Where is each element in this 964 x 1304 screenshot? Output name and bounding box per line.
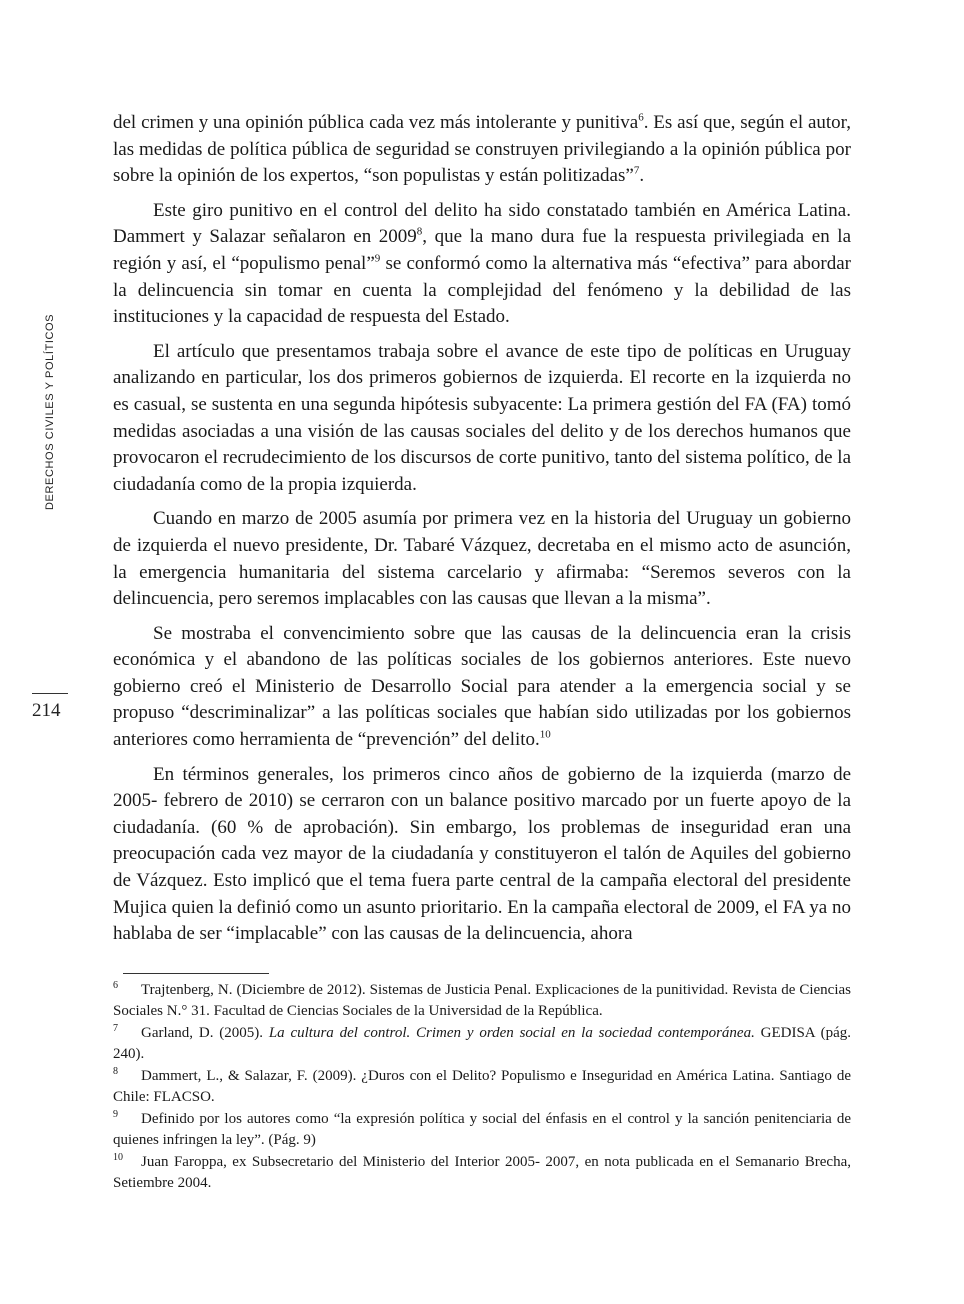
text-run: GEDISA (pág. 240). bbox=[113, 1025, 852, 1062]
paragraph bbox=[113, 762, 851, 948]
footnote: 6 Trajtenberg, N. (Diciembre de 2012). Sistemas de Justicia Penal. Explicaciones de la punitividad. Revista de Ciencias Sociales N.° 31. Facultad de Ciencias Sociales de la Universidad de la República. bbox=[113, 980, 851, 1019]
paragraph bbox=[113, 339, 851, 499]
text-run: Definido por los autores como “la expresión política y social del énfasis en el control y la sanción penitenciaria de quienes infringen la ley”. (Pág. 9) bbox=[113, 1111, 851, 1148]
text-run: . Es así que, según el autor, las medidas de política pública de seguridad se construyen privilegiando a la opinión pública por sobre la opinión de los expertos, “son populistas y están politizadas” bbox=[113, 112, 851, 187]
text-run: del crimen y una opinión pública cada vez más intolerante y punitiva bbox=[113, 112, 639, 133]
text-run: . bbox=[639, 165, 645, 187]
footnote-reference: 8 bbox=[416, 226, 423, 239]
footnote: 7 Garland, D. (2005). La cultura del control. Crimen y orden social en la sociedad contemporánea. GEDISA (pág. 240). bbox=[113, 1023, 852, 1062]
page-number: 214 bbox=[32, 700, 61, 721]
text-run: Se mostraba el convencimiento sobre que las causas de la delincuencia eran la crisis económica y el abandono de las políticas sociales de los gobiernos anteriores. Este nuevo gobierno creó el Ministerio de Desarrollo Social para atender a la emergencia social y se propuso “descriminalizar” a las políticas sociales que habían sido utilizadas por los gobiernos anteriores como herramienta de “prevención” del delito. bbox=[113, 622, 851, 751]
text-run: Garland, D. (2005). bbox=[141, 1025, 269, 1041]
footnote-reference: 9 bbox=[374, 252, 381, 265]
text-run: Este giro punitivo en el control del delito ha sido constatado también en América Latina. Dammert y Salazar señalaron en 2009 bbox=[113, 199, 851, 248]
footnote: 10 Juan Faroppa, ex Subsecretario del Ministerio del Interior 2005- 2007, en nota publicada en el Semanario Brecha, Setiembre 2004. bbox=[113, 1152, 851, 1191]
footnote: 8 Dammert, L., & Salazar, F. (2009). ¿Duros con el Delito? Populismo e Inseguridad en América Latina. Santiago de Chile: FLACSO. bbox=[113, 1066, 851, 1105]
body-text bbox=[113, 110, 851, 956]
text-run: , que la mano dura fue la respuesta privilegiada en la región y así, el “populismo penal” bbox=[113, 226, 852, 274]
text-run: Juan Faroppa, ex Subsecretario del Ministerio del Interior 2005- 2007, en nota publicada en el Semanario Brecha, Setiembre 2004. bbox=[113, 1154, 851, 1191]
paragraph bbox=[113, 621, 851, 754]
footnote-reference: 10 bbox=[539, 728, 551, 741]
italic-title: La cultura del control. Crimen y orden social en la sociedad contemporánea. bbox=[268, 1025, 755, 1041]
text-run: se conformó como la alternativa más “efectiva” para abordar la delincuencia sin tomar en cuenta la complejidad del fenómeno y la debilidad de las instituciones y la capacidad de respuesta del Estado. bbox=[113, 252, 851, 328]
text-run: Cuando en marzo de 2005 asumía por primera vez en la historia del Uruguay un gobierno de izquierda el nuevo presidente, Dr. Tabaré Vázquez, decretaba en el mismo acto de asunción, la emergencia humanitaria del sistema carcelario y afirmaba: “Seremos severos con la delincuencia, pero seremos implacables con las causas que llevan a la misma”. bbox=[113, 508, 851, 610]
footnote: 9 Definido por los autores como “la expresión política y social del énfasis en el control y la sanción penitenciaria de quienes infringen la ley”. (Pág. 9) bbox=[113, 1109, 851, 1148]
paragraph bbox=[113, 110, 851, 190]
text-run: Trajtenberg, N. (Diciembre de 2012). Sistemas de Justicia Penal. Explicaciones de la punitividad. Revista de Ciencias Sociales N.° 31. Facultad de Ciencias Sociales de la Universidad de la República. bbox=[113, 982, 851, 1019]
text-run: En términos generales, los primeros cinco años de gobierno de la izquierda (marzo de 2005- febrero de 2010) se cerraron con un balance positivo marcado por un fuerte apoyo de la ciudadanía. (60 % de aprobación). Sin embargo, los problemas de inseguridad eran una preocupación cada vez mayor de la ciudadanía y constituyeron el talón de Aquiles del gobierno de Vázquez. Esto implicó que el tema fuera parte central de la campaña electoral del presidente Mujica quien la definió como un asunto prioritario. En la campaña electoral de 2009, el FA ya no hablaba de ser “implacable” con las causas de la delincuencia, ahora bbox=[113, 763, 851, 945]
footnote-reference: 7 bbox=[633, 164, 640, 177]
text-run: Dammert, L., & Salazar, F. (2009). ¿Duros con el Delito? Populismo e Inseguridad en América Latina. Santiago de Chile: FLACSO. bbox=[113, 1068, 851, 1105]
footnote-separator bbox=[123, 973, 269, 974]
footnotes bbox=[113, 980, 851, 1195]
paragraph bbox=[113, 506, 851, 612]
section-label: DERECHOS CIVILES Y POLÍTICOS bbox=[44, 313, 56, 510]
footnote-reference: 6 bbox=[638, 111, 644, 124]
paragraph bbox=[113, 198, 851, 331]
text-run: El artículo que presentamos trabaja sobre el avance de este tipo de políticas en Uruguay analizando en particular, los dos primeros gobiernos de izquierda. El recorte en la izquierda no es casual, se sustenta en una segunda hipótesis subyacente: La primera gestión del FA (FA) tomó medidas asociadas a una visión de las causas sociales del delito y de los derechos humanos que provocaron el recrudecimiento de los discursos de corte punitivo, tanto del sistema político, de la ciudadanía como de la propia izquierda. bbox=[113, 340, 851, 495]
page-number-rule bbox=[32, 693, 68, 694]
